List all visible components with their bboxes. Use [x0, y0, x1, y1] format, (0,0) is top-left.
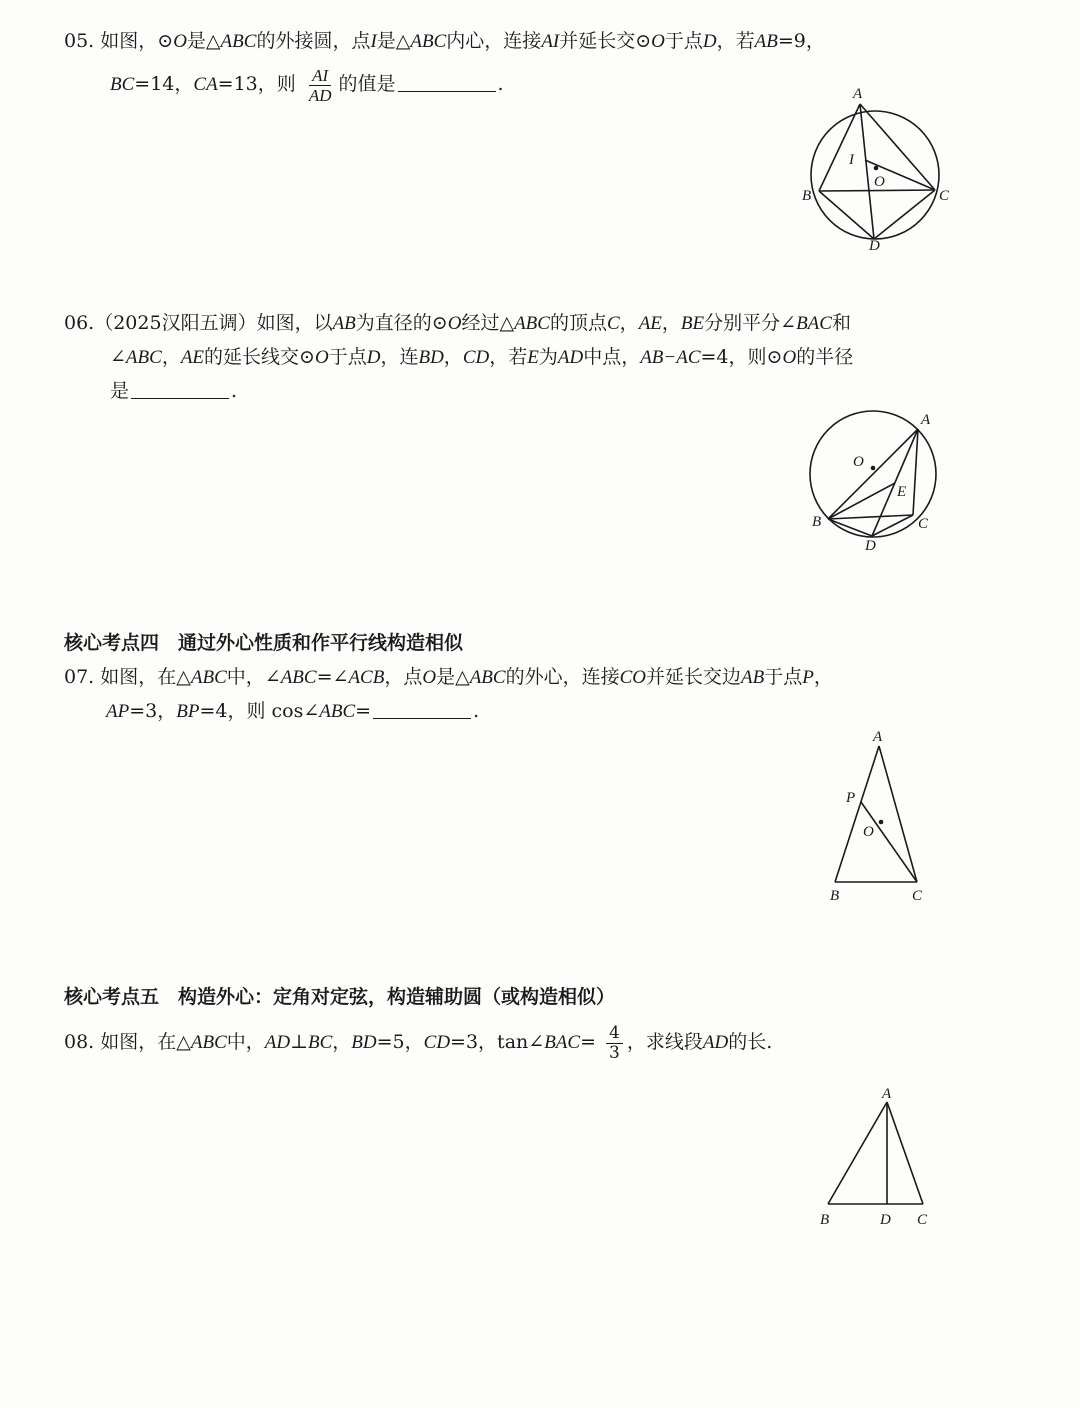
- q08-line-1: 08. 如图，在△ABC中，AD⊥BC，BD=5，CD=3，tan∠BAC= $\frac{4}{3}$ ，求线段AD的长.: [64, 1022, 773, 1063]
- section-heading-5: 核心考点五 构造外心：定角对定弦，构造辅助圆（或构造相似）: [64, 986, 616, 1008]
- q08-side-ac: [887, 1102, 923, 1204]
- q07-label-c: C: [912, 888, 923, 904]
- q07-side-ac: [879, 746, 917, 882]
- q06-side-ac: [913, 429, 918, 515]
- q07-label-b: B: [830, 888, 840, 904]
- q06-label-d: D: [865, 538, 876, 554]
- q08-fraction: $\frac{4}{3}$: [606, 1024, 623, 1063]
- q06-diameter-ab: [828, 429, 918, 519]
- q06-answer-blank[interactable]: [131, 380, 229, 399]
- q06-segment-cd: [872, 515, 913, 536]
- q07-line-2: AP=3，BP=4，则 cos∠ABC= .: [106, 700, 480, 722]
- q06-label-b: B: [812, 514, 822, 530]
- q06-point-o: [871, 466, 876, 471]
- q05-side-ac: [860, 104, 935, 190]
- q05-answer-blank[interactable]: [398, 73, 496, 92]
- q07-line-1: 07. 如图，在△ABC中，∠ABC=∠ACB，点O是△ABC的外心，连接CO并延长交边AB于点P，: [64, 666, 833, 688]
- section-heading-4: 核心考点四 通过外心性质和作平行线构造相似: [64, 632, 464, 654]
- q05-side-ab: [819, 104, 860, 191]
- q05-label-b: B: [802, 188, 812, 204]
- q06-segment-ad: [872, 429, 918, 536]
- q05-label-i: I: [849, 152, 854, 168]
- q07-point-o: [879, 820, 884, 825]
- q07-figure: [820, 724, 940, 909]
- q08-label-d: D: [880, 1212, 891, 1228]
- q06-line-2: ∠ABC，AE的延长线交⊙O于点D，连BD，CD，若E为AD中点，AB−AC=4，则⊙O的半径: [110, 346, 854, 368]
- q06-side-bc: [828, 515, 913, 519]
- q05-line-1: 05. 如图，⊙O是△ABC的外接圆，点I是△ABC内心，连接AI并延长交⊙O于点D，若AB=9，: [64, 30, 825, 52]
- q05-label-o: O: [874, 174, 885, 190]
- q07-label-p: P: [846, 790, 856, 806]
- q05-line-2: BC=14，CA=13，则 $\frac{AI}{AD}$ 的值是 .: [110, 65, 504, 105]
- q05-label-a: A: [853, 86, 863, 102]
- q05-label-c: C: [939, 188, 950, 204]
- q06-label-o: O: [853, 454, 864, 470]
- q08-side-ab: [828, 1102, 887, 1204]
- q08-label-a: A: [882, 1086, 892, 1102]
- q07-side-ab: [835, 746, 879, 882]
- q08-label-c: C: [917, 1212, 928, 1228]
- q05-side-bc: [819, 190, 935, 191]
- q05-segment-ad: [860, 104, 874, 239]
- q07-answer-blank[interactable]: [373, 700, 471, 719]
- q06-segment-be: [828, 483, 895, 519]
- q05-point-o: [874, 166, 879, 171]
- q07-segment-cp: [861, 802, 917, 882]
- q07-label-a: A: [873, 729, 883, 745]
- q07-label-o: O: [863, 824, 874, 840]
- q08-figure: [810, 1082, 940, 1232]
- q08-label-b: B: [820, 1212, 830, 1228]
- q06-line-1: 06.（2025汉阳五调）如图，以AB为直径的⊙O经过△ABC的顶点C，AE，BE分别平分∠BAC和: [64, 312, 851, 334]
- q05-label-d: D: [869, 238, 880, 254]
- q05-fraction: $\frac{AI}{AD}$: [308, 65, 332, 105]
- q06-line-3: 是 .: [110, 380, 238, 402]
- q06-label-a: A: [921, 412, 931, 428]
- q06-figure: [800, 402, 960, 562]
- q06-label-c: C: [918, 516, 929, 532]
- q06-label-e: E: [897, 484, 907, 500]
- q05-figure: [790, 82, 960, 262]
